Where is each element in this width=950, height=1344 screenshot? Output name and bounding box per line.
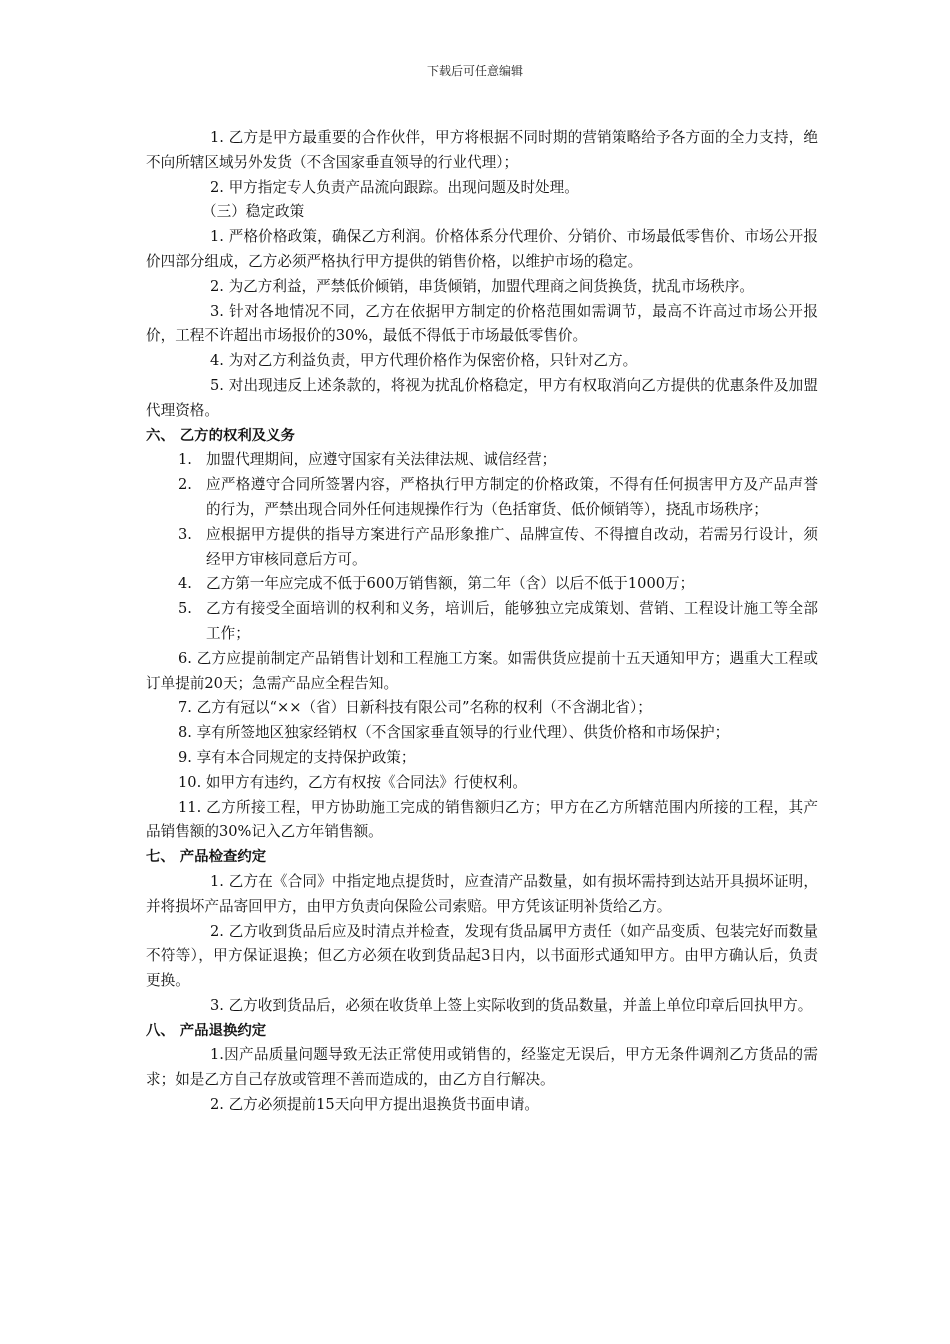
rights-item-8: 8. 享有所签地区独家经销权（不含国家垂直领导的行业代理）、供货价格和市场保护； (178, 724, 730, 742)
section-6-heading: 六、 乙方的权利及义务 (146, 427, 295, 444)
document-body (146, 126, 818, 1118)
inspection-item-2: 2. 乙方收到货品后应及时清点并检查，发现有货品属甲方责任（如产品变质、包装完好而数量不符等），甲方保证退换；但乙方必须在收到货品起3日内，以书面形式通知甲方。由甲方确认后，负责更换。 (146, 922, 818, 990)
item-number: 2. (178, 476, 192, 494)
item-text: 乙方第一年应完成不低于600万销售额，第二年（含）以后不低于1000万； (206, 575, 695, 593)
item-number: 4. (178, 575, 192, 593)
rights-item-5 (146, 597, 818, 647)
item-text: 加盟代理期间，应遵守国家有关法律法规、诚信经营； (206, 451, 557, 469)
rights-item-1 (146, 448, 818, 473)
rights-item-2 (146, 473, 818, 523)
clause-5-item-2: 2. 甲方指定专人负责产品流向跟踪。出现问题及时处理。 (210, 178, 579, 196)
item-number: 5. (178, 600, 192, 618)
rights-item-3 (146, 523, 818, 573)
return-item-2: 2. 乙方必须提前15天向甲方提出退换货书面申请。 (210, 1096, 540, 1114)
page-header: 下载后可任意编辑 (426, 64, 523, 78)
rights-item-6: 6. 乙方应提前制定产品销售计划和工程施工方案。如需供货应提前十五天通知甲方；遇重大工程或订单提前20天；急需产品应全程告知。 (146, 649, 818, 692)
section-8-heading: 八、 产品退换约定 (146, 1022, 267, 1039)
section-7-heading: 七、 产品检查约定 (146, 849, 267, 866)
subsection-title: （三）稳定政策 (202, 203, 305, 221)
policy-item-2: 2. 为乙方利益，严禁低价倾销，串货倾销，加盟代理商之间货换货，扰乱市场秩序。 (210, 277, 754, 295)
rights-item-7: 7. 乙方有冠以“××（省）日新科技有限公司”名称的权利（不含湖北省）； (178, 699, 652, 717)
clause-5-item-1: 1. 乙方是甲方最重要的合作伙伴，甲方将根据不同时期的营销策略给予各方面的全力支持，绝不向所辖区域另外发货（不含国家垂直领导的行业代理）； (146, 129, 818, 171)
return-item-1: 1.因产品质量问题导致无法正常使用或销售的，经鉴定无误后，甲方无条件调剂乙方货品的需求；如是乙方自己存放或管理不善而造成的，由乙方自行解决。 (146, 1046, 818, 1089)
policy-item-4: 4. 为对乙方利益负责，甲方代理价格作为保密价格，只针对乙方。 (210, 352, 638, 370)
policy-item-3: 3. 针对各地情况不同，乙方在依据甲方制定的价格范围如需调节，最高不许高过市场公开报价，工程不许超出市场报价的30%，最低不得低于市场最低零售价。 (146, 302, 818, 345)
item-number: 1. (178, 451, 192, 469)
inspection-item-1: 1. 乙方在《合同》中指定地点提货时，应查清产品数量，如有损坏需持到达站开具损坏证明，并将损坏产品寄回甲方，由甲方负责向保险公司索赔。甲方凭该证明补货给乙方。 (146, 872, 818, 915)
rights-item-4 (146, 572, 818, 597)
policy-item-1: 1. 严格价格政策，确保乙方利润。价格体系分代理价、分销价、市场最低零售价、市场公开报价四部分组成，乙方必须严格执行甲方提供的销售价格，以维护市场的稳定。 (146, 228, 818, 270)
item-text: 乙方有接受全面培训的权利和义务，培训后，能够独立完成策划、营销、工程设计施工等全部工作； (206, 600, 818, 642)
policy-item-5: 5. 对出现违反上述条款的，将视为扰乱价格稳定，甲方有权取消向乙方提供的优惠条件及加盟代理资格。 (146, 376, 818, 419)
item-number: 3. (178, 525, 192, 543)
rights-item-11: 11. 乙方所接工程，甲方协助施工完成的销售额归乙方；甲方在乙方所辖范围内所接的工程，其产品销售额的30%记入乙方年销售额。 (146, 798, 818, 841)
item-text: 应严格遵守合同所签署内容，严格执行甲方制定的价格政策，不得有任何损害甲方及产品声誉的行为，严禁出现合同外任何违规操作行为（色括窜货、低价倾销等），挠乱市场秩序； (206, 476, 818, 518)
rights-item-9: 9. 享有本合同规定的支持保护政策； (178, 748, 416, 766)
rights-item-10: 10. 如甲方有违约，乙方有权按《合同法》行使权利。 (178, 773, 527, 791)
item-text: 应根据甲方提供的指导方案进行产品形象推广、品牌宣传、不得擅自改动，若需另行设计，须经甲方审核同意后方可。 (206, 525, 818, 568)
inspection-item-3: 3. 乙方收到货品后，必须在收货单上签上实际收到的货品数量，并盖上单位印章后回执甲方。 (210, 996, 813, 1014)
